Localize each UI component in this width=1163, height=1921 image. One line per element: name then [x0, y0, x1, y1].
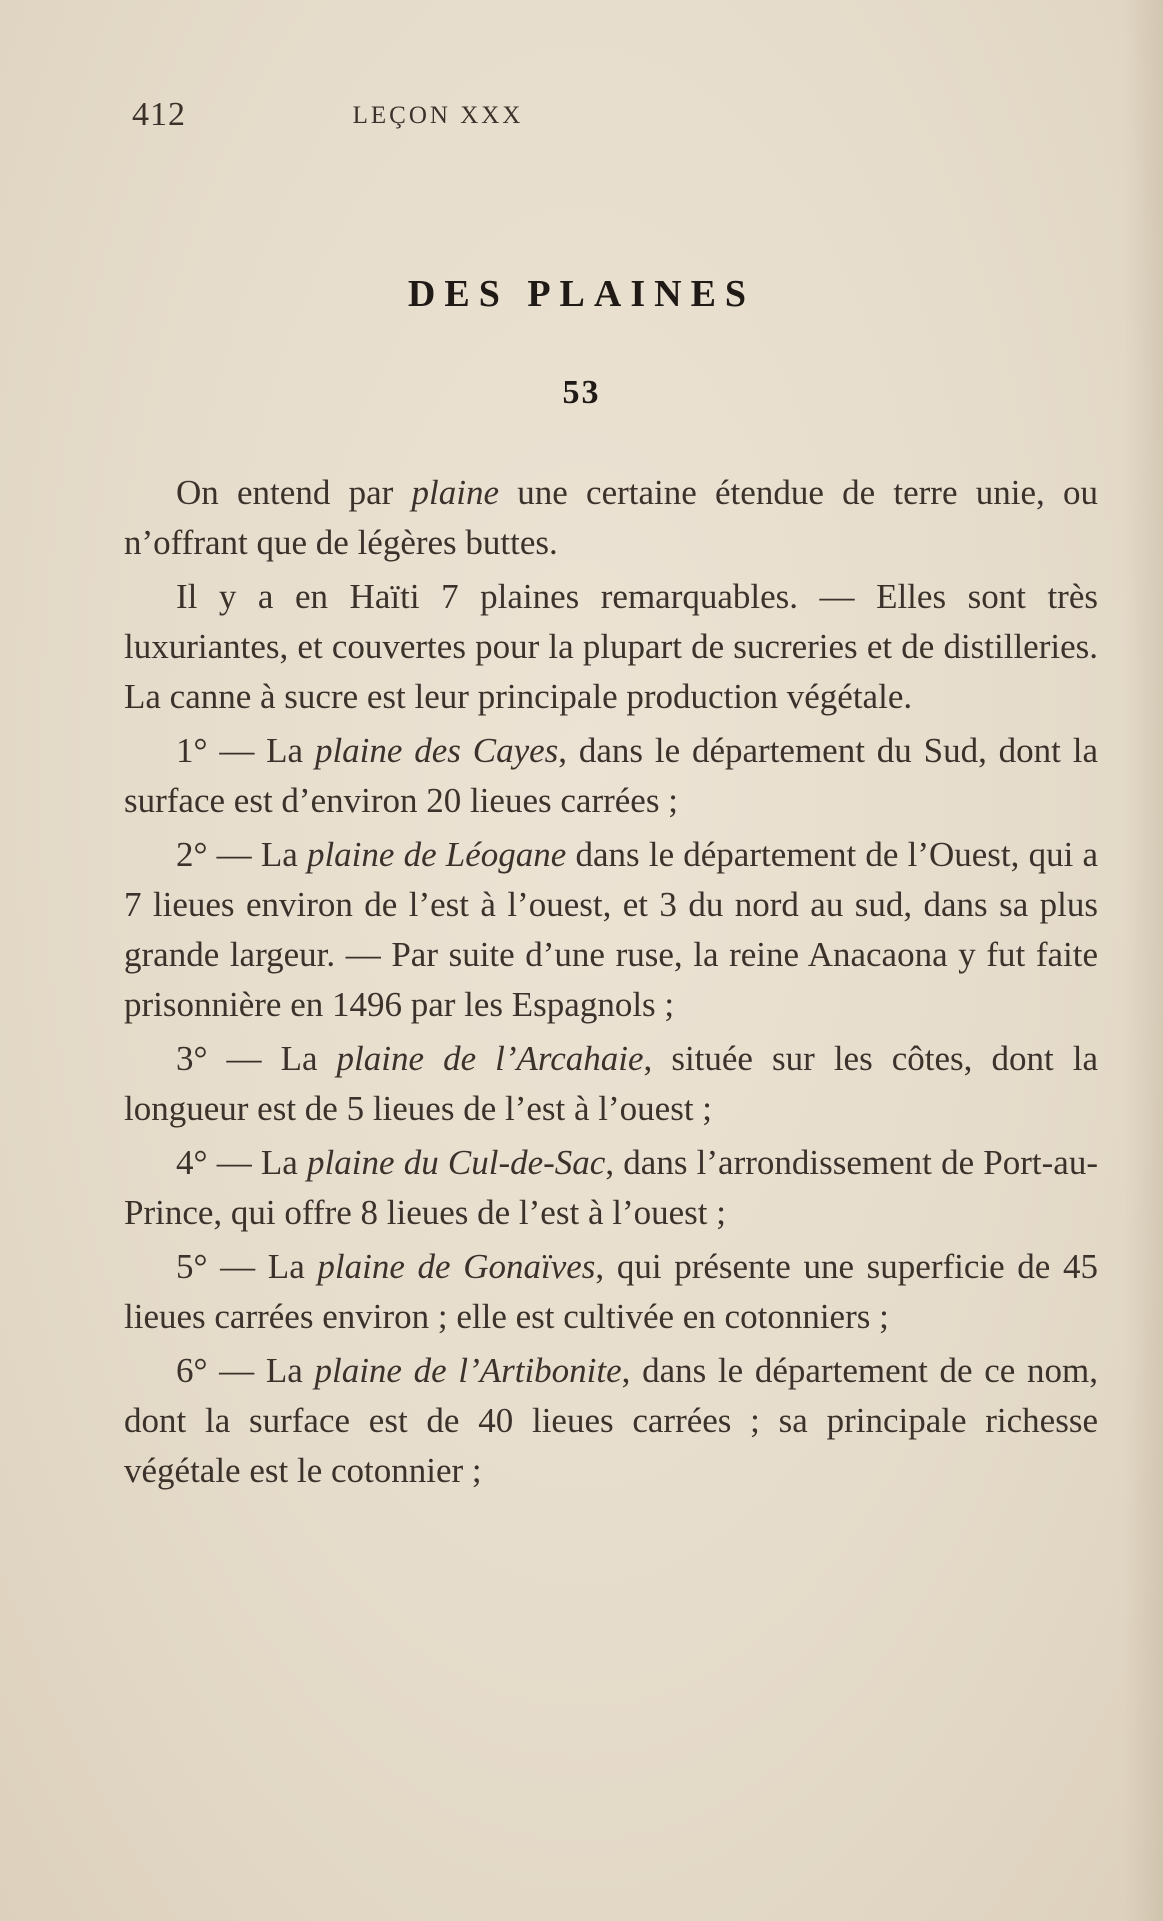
- plain-name: plaine de Léogane: [306, 835, 567, 874]
- plain-name: plaine des Cayes: [314, 731, 559, 770]
- paragraph-plain-4: 4° — La plaine du Cul-de-Sac, dans l’arrondissement de Port-au-Prince, qui offre 8 lieues de l’est à l’ouest ;: [124, 1143, 1098, 1232]
- plain-name: plaine de Gonaïves: [317, 1247, 596, 1286]
- paragraph-definition: On entend par plaine une certaine étendue de terre unie, ou n’offrant que de légères buttes.: [124, 473, 1098, 562]
- paragraph-plain-1: 1° — La plaine des Cayes, dans le département du Sud, dont la surface est d’environ 20 lieues carrées ;: [124, 731, 1098, 820]
- paragraph-plain-6: 6° — La plaine de l’Artibonite, dans le département de ce nom, dont la surface est de 40 lieues carrées ; sa principale richesse végétale est le cotonnier ;: [124, 1351, 1098, 1490]
- body-text: [124, 468, 1098, 1500]
- chapter-title: DES PLAINES: [407, 273, 756, 315]
- running-head: LEÇON XXX: [352, 102, 524, 129]
- plain-name: plaine de l’Artibonite: [314, 1351, 622, 1390]
- paragraph-plain-3: 3° — La plaine de l’Arcahaie, située sur les côtes, dont la longueur est de 5 lieues de l’est à l’ouest ;: [124, 1039, 1098, 1128]
- term-plaine: plaine: [411, 473, 499, 512]
- paragraph-plain-2: 2° — La plaine de Léogane dans le département de l’Ouest, qui a 7 lieues environ de l’est à l’ouest, et 3 du nord au sud, dans sa plus grande largeur. — Par suite d’une ruse, la reine Anacaona y fut faite prisonnière en 1496 par les Espagnols ;: [124, 835, 1098, 1024]
- plain-name: plaine du Cul-de-Sac: [307, 1143, 606, 1182]
- paragraph-plain-5: 5° — La plaine de Gonaïves, qui présente une superficie de 45 lieues carrées environ ; elle est cultivée en cotonniers ;: [124, 1247, 1098, 1336]
- section-number: 53: [562, 374, 601, 411]
- page-header: [132, 96, 714, 136]
- plain-name: plaine de l’Arcahaie: [336, 1039, 644, 1078]
- page-number: 412: [132, 96, 186, 133]
- paragraph-overview: Il y a en Haïti 7 plaines remarquables. — Elles sont très luxuriantes, et couvertes pour la plupart de sucreries et de distilleries. La canne à sucre est leur principale production végétale.: [124, 577, 1098, 716]
